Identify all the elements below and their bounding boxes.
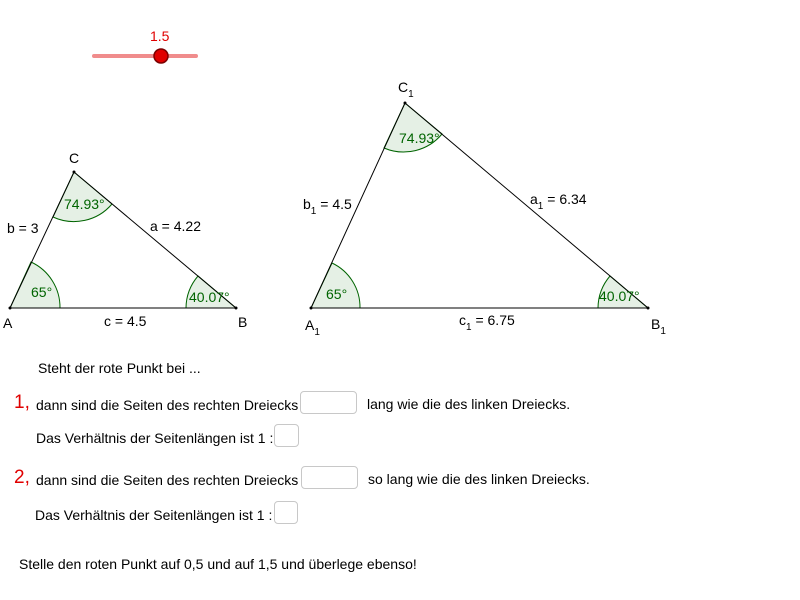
question-1-number: 1,: [14, 392, 30, 413]
question-1-ratio-label: Das Verhältnis der Seitenlängen ist 1 :: [36, 430, 274, 446]
question-2-text-before: dann sind die Seiten des rechten Dreiecks: [36, 472, 299, 488]
right-triangle-shape: [311, 103, 648, 308]
angle-gamma-label: 74.93°: [64, 196, 105, 212]
right-triangle: [303, 79, 666, 338]
vertex-c1-point[interactable]: [404, 102, 407, 105]
vertex-c-point[interactable]: [73, 171, 76, 174]
question-2-text-after: so lang wie die des linken Dreiecks.: [368, 471, 590, 487]
side-a1-label: $a_1 = 6.34$: [530, 191, 587, 212]
left-triangle: [3, 150, 247, 331]
vertex-a-point[interactable]: [9, 307, 12, 310]
vertex-a1-point[interactable]: [310, 307, 313, 310]
side-a-label: a = 4.22: [150, 218, 201, 234]
side-c-label: c = 4.5: [104, 313, 147, 329]
side-b-label: b = 3: [7, 220, 39, 236]
angle-alpha1-label: 65°: [326, 286, 348, 302]
question-2-ratio-label: Das Verhältnis der Seitenlängen ist 1 :: [35, 507, 273, 523]
vertex-b1-label: $B_1$: [651, 316, 666, 337]
angle-gamma1-label: 74.93°: [399, 130, 440, 146]
angle-beta-label: 40.07°: [189, 289, 230, 305]
intro-text: Steht der rote Punkt bei ...: [38, 360, 201, 376]
question-1-text-after: lang wie die des linken Dreiecks.: [367, 396, 571, 412]
question-2-answer-input[interactable]: [301, 466, 358, 489]
vertex-a-label: A: [3, 315, 13, 331]
question-1-answer-input[interactable]: [300, 391, 357, 414]
vertex-c1-label: $C_1$: [398, 79, 414, 100]
angle-beta1-label: 40.07°: [599, 288, 640, 304]
side-b1-label: $b_1 = 4.5$: [303, 196, 352, 217]
vertex-c-label: C: [69, 150, 80, 166]
question-2-number: 2,: [14, 467, 30, 488]
vertex-b1-point[interactable]: [647, 307, 650, 310]
vertex-a1-label: $A_1$: [305, 317, 320, 338]
question-1-text-before: dann sind die Seiten des rechten Dreiecks: [36, 397, 299, 413]
slider-value-label: 1.5: [150, 28, 170, 44]
slider-handle[interactable]: [154, 49, 168, 63]
vertex-b-label: B: [238, 314, 248, 330]
vertex-b-point[interactable]: [235, 307, 238, 310]
scale-slider[interactable]: [94, 28, 196, 63]
footer-instruction: Stelle den roten Punkt auf 0,5 und auf 1,5 und überlege ebenso!: [19, 556, 417, 572]
side-c1-label: $c_1 = 6.75$: [459, 312, 515, 333]
question-2-ratio-input[interactable]: [274, 501, 298, 524]
angle-alpha-label: 65°: [31, 284, 53, 300]
question-1-ratio-input[interactable]: [274, 424, 299, 447]
